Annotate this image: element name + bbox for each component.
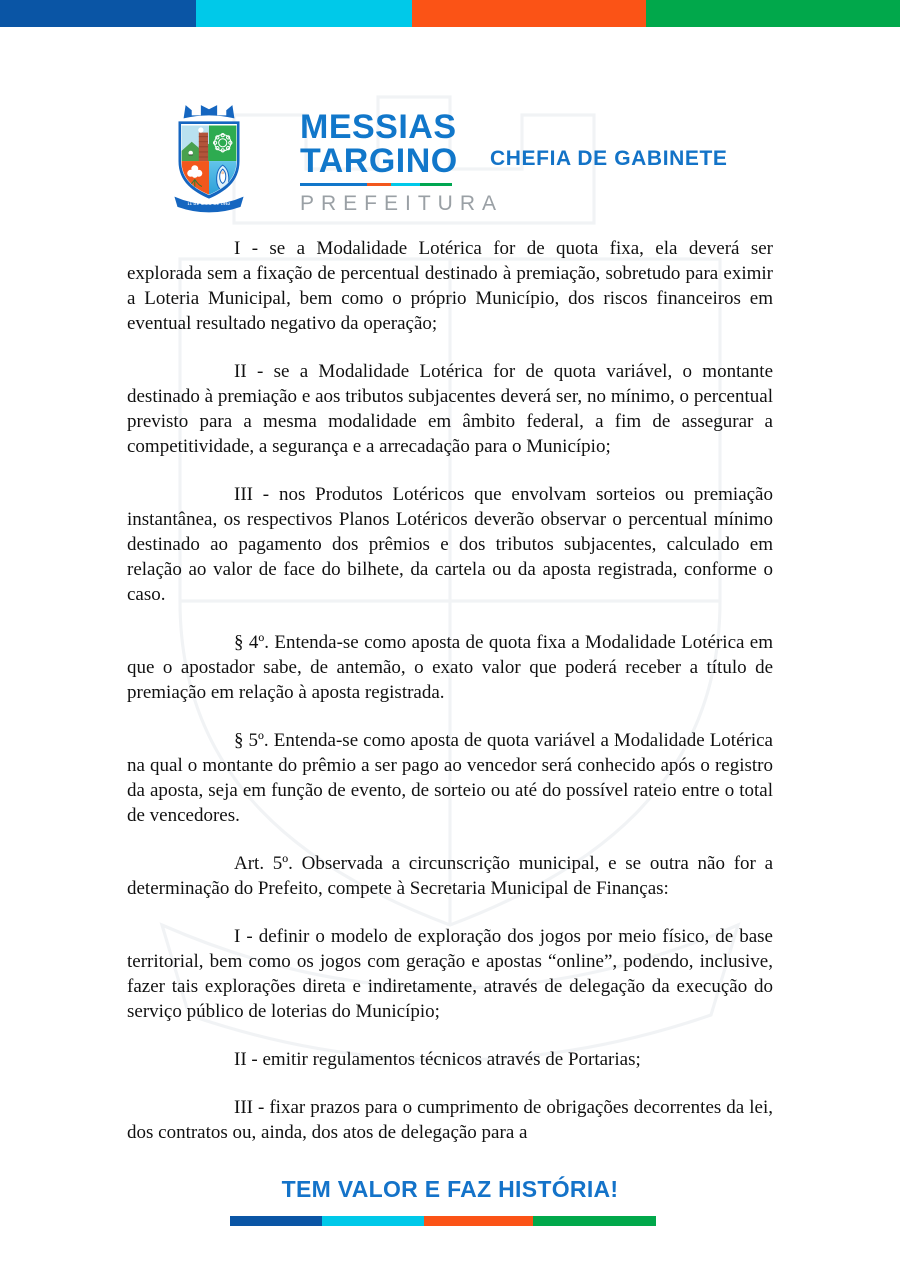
paragraph-art5-inciso-2: II - emitir regulamentos técnicos através de Portarias; [234,1049,641,1070]
crest-ribbon-text: 11 DE MAIO DE 1962 [187,201,231,206]
paragraph-inciso-1: I - se a Modalidade Lotérica for de quota fixa, ela deverá ser explorada sem a fixação de percentual destinado à premiação, sobretudo para eximir a Loteria Municipal, bem como o próprio Município, dos riscos financeiros em eventual resultado negativo da operação; [127,238,773,334]
wordmark-line2: TARGINO [300,142,458,180]
city-wordmark [300,108,504,216]
paragraph-art-5: Art. 5º. Observada a circunscrição municipal, e se outra não for a determinação do Prefeito, compete à Secretaria Municipal de Finanças: [127,853,773,899]
wordmark-line1: MESSIAS [300,108,457,146]
footer-segment-orange [424,1216,533,1226]
strip-segment-blue [0,0,196,27]
paragraph-par-4: § 4º. Entenda-se como aposta de quota fixa a Modalidade Lotérica em que o apostador sabe, de antemão, o exato valor que poderá receber a título de premiação em relação à aposta registrada. [127,632,773,703]
wordmark-divider [300,183,452,186]
crest-crown [184,105,235,118]
paragraph-art5-inciso-1: I - definir o modelo de exploração dos jogos por meio físico, de base territorial, bem como os jogos com geração e apostas “online”, podendo, inclusive, fazer tais explorações direta e indiretamente, através de delegação da execução do serviço público de loterias do Município; [127,926,773,1022]
document-body [127,236,773,1168]
wordmark-subtitle: PREFEITURA [300,192,504,215]
footer-segment-cyan [322,1216,424,1226]
paragraph-inciso-3: III - nos Produtos Lotéricos que envolvam sorteios ou premiação instantânea, os respectivos Planos Lotéricos deverão observar o percentual mínimo destinado ao pagamento dos prêmios e dos tributos subjacentes, calculado em relação ao valor de face do bilhete, da cartela ou da aposta registrada, conforme o caso. [127,484,773,605]
paragraph-art5-inciso-3: III - fixar prazos para o cumprimento de obrigações decorrentes da lei, dos contratos ou, ainda, dos atos de delegação para a [127,1097,773,1143]
slogan-part-2: VALOR [337,1176,419,1202]
footer-slogan [0,1176,900,1203]
footer-segment-blue [230,1216,322,1226]
footer-segment-green [533,1216,656,1226]
slogan-part-3: E FAZ [418,1176,499,1202]
strip-segment-green [646,0,900,27]
strip-segment-orange [412,0,646,27]
city-crest-logo [148,96,270,218]
strip-segment-cyan [196,0,412,27]
footer-color-strip [230,1216,656,1226]
slogan-part-4: HISTÓRIA! [498,1176,619,1202]
top-color-strip [0,0,900,27]
department-title: CHEFIA DE GABINETE [490,147,728,170]
paragraph-inciso-2: II - se a Modalidade Lotérica for de quota variável, o montante destinado à premiação e aos tributos subjacentes deverá ser, no mínimo, o percentual previsto para a mesma modalidade em âmbito federal, a fim de assegurar a competitividade, a segurança e a arrecadação para o Município; [127,361,773,457]
slogan-part-1: TEM [281,1176,338,1202]
paragraph-par-5: § 5º. Entenda-se como aposta de quota variável a Modalidade Lotérica na qual o montante do prêmio a ser pago ao vencedor será conhecido após o registro da aposta, seja em função de evento, de sorteio ou até do possível rateio entre o total de vencedores. [127,730,773,826]
